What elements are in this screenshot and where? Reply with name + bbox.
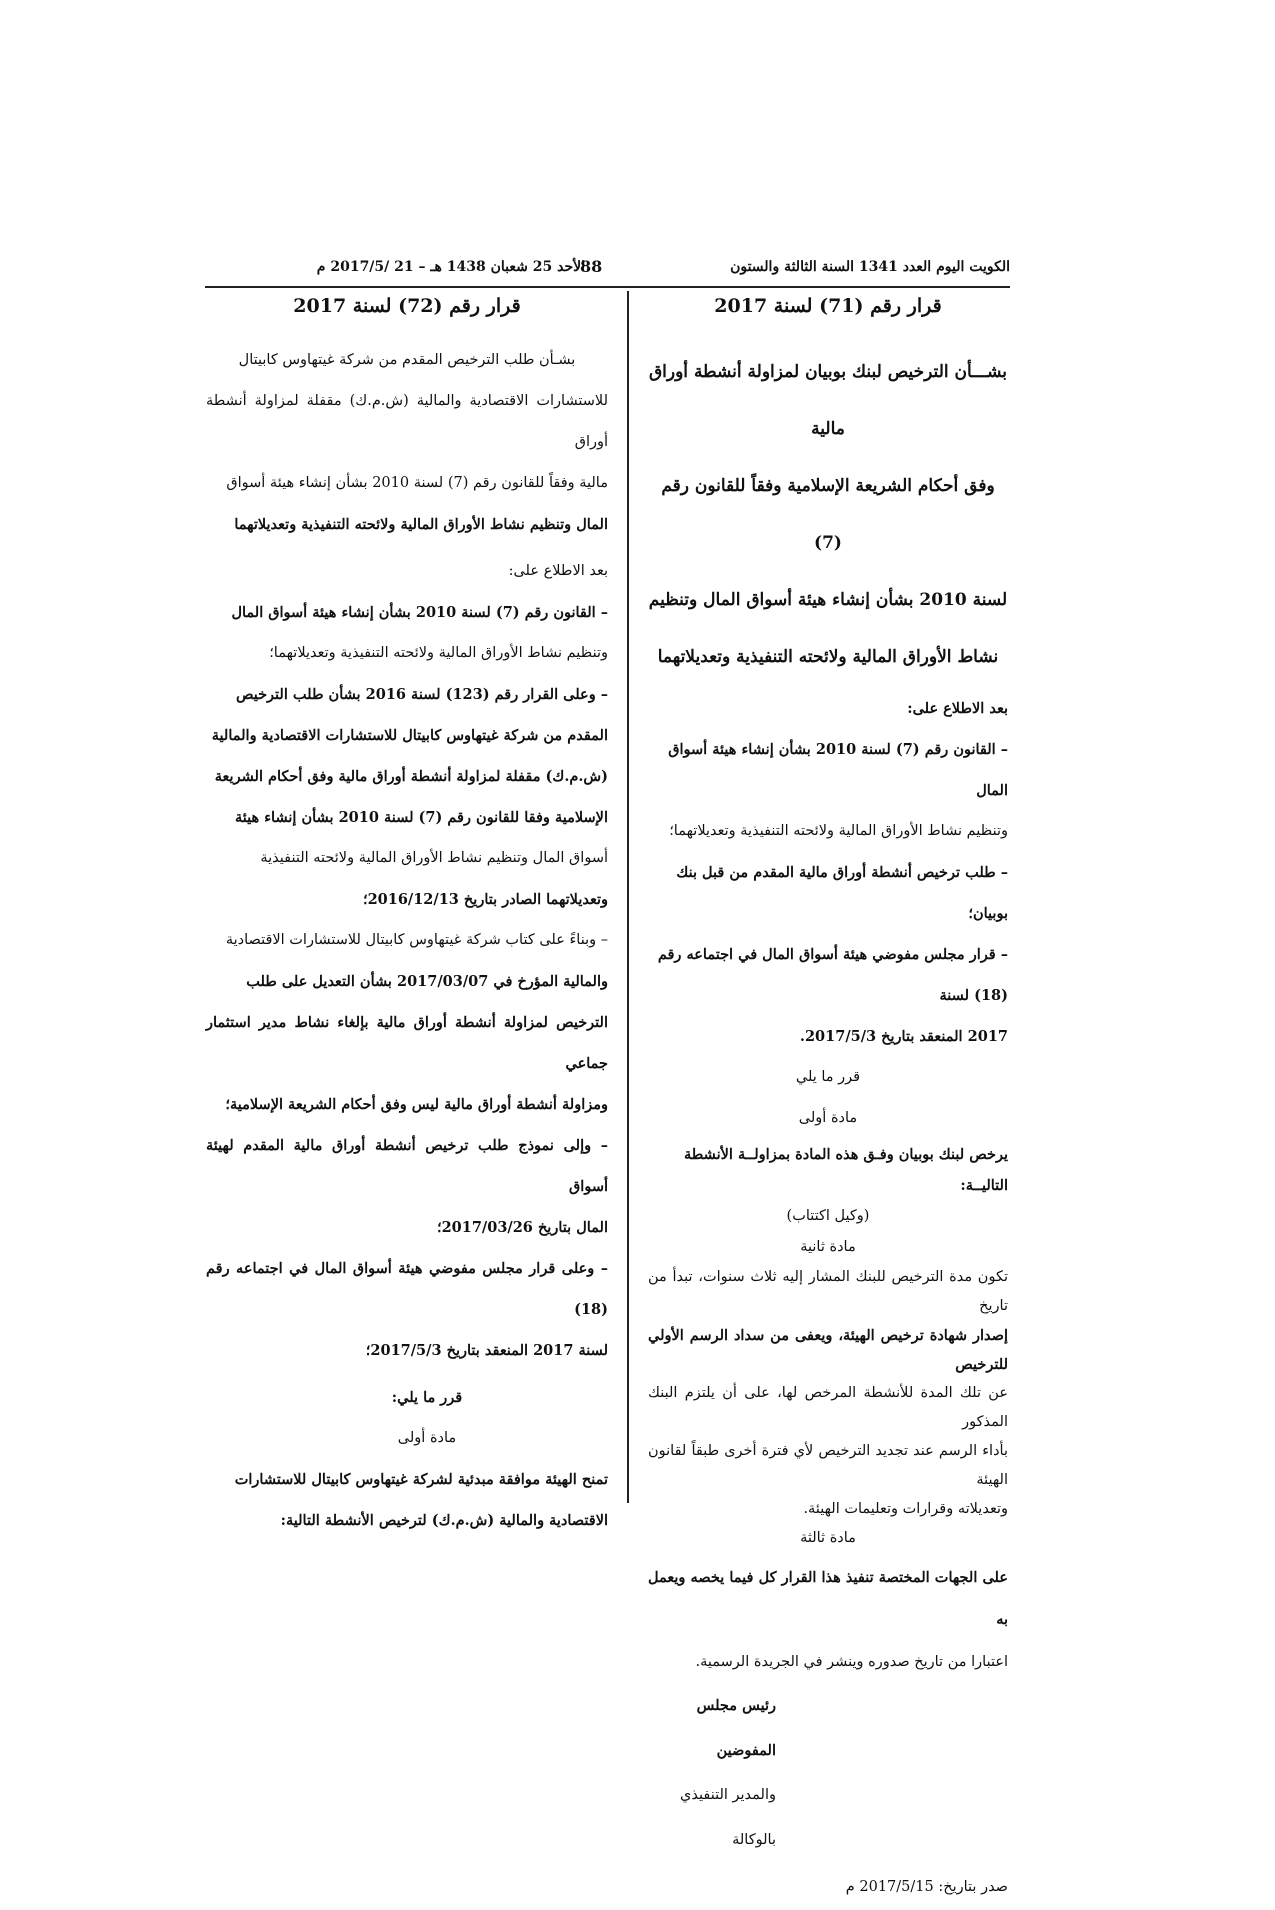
article-activity: (وكيل اكتتاب) xyxy=(786,1208,870,1224)
header-publication: الكويت اليوم العدد 1341 السنة الثالثة والستون xyxy=(730,259,1010,275)
header-page-number: 88 xyxy=(580,257,603,276)
preamble-item: 2017 المنعقد بتاريخ 2017/5/3. xyxy=(799,1028,1008,1045)
decision-72-subject xyxy=(206,340,608,545)
preamble-item: لسنة 2017 المنعقد بتاريخ 2017/5/3؛ xyxy=(365,1342,608,1359)
article-line: تكون مدة الترخيص للبنك المشار إليه ثلاث سنوات، تبدأ من تاريخ xyxy=(648,1269,1008,1314)
article-label: مادة أولى xyxy=(397,1430,457,1446)
article-line: عن تلك المدة للأنشطة المرخص لها، على أن يلتزم البنك المذكور xyxy=(648,1385,1008,1430)
preamble-item: (ش.م.ك) مقفلة لمزاولة أنشطة أوراق مالية وفق أحكام الشريعة xyxy=(214,768,608,785)
decision-label: قرر ما يلي: xyxy=(391,1389,463,1406)
article-line: اعتبارا من تاريخ صدوره وينشر في الجريدة الرسمية. xyxy=(695,1654,1008,1670)
article-text: يرخص لبنك بوبيان وفـق هذه المادة بمزاولــة الأنشطة التاليــة: xyxy=(684,1146,1008,1194)
header-rule xyxy=(205,286,1010,288)
header-date: الأحد 25 شعبان 1438 هـ – 21 /2017/5 م xyxy=(316,259,585,275)
decision-71-signature xyxy=(648,1683,1008,1910)
preamble-label: بعد الاطلاع على: xyxy=(907,700,1008,717)
article-label: مادة ثالثة xyxy=(800,1530,856,1546)
article-line: وتعديلاته وقرارات وتعليمات الهيئة. xyxy=(803,1501,1008,1517)
preamble-item: الترخيص لمزاولة أنشطة أوراق مالية بإلغاء نشاط مدير استثمار جماعي xyxy=(206,1014,608,1072)
subject-line: المال وتنظيم نشاط الأوراق المالية ولائحته التنفيذية وتعديلاتهما xyxy=(234,516,608,533)
article-label: مادة ثانية xyxy=(800,1239,856,1255)
preamble-item: – القانون رقم (7) لسنة 2010 بشأن إنشاء هيئة أسواق المال xyxy=(231,604,608,621)
article-line: بأداء الرسم عند تجديد الترخيص لأي فترة أخرى طبقاً لقانون الهيئة xyxy=(648,1443,1008,1488)
preamble-label: بعد الاطلاع على: xyxy=(508,563,608,579)
article-line: على الجهات المختصة تنفيذ هذا القرار كل فيما يخصه ويعمل به xyxy=(648,1569,1008,1628)
decision-71-subject xyxy=(648,344,1008,686)
decision-71-title: قرار رقم (71) لسنة 2017 xyxy=(714,295,942,317)
preamble-item: – طلب ترخيص أنشطة أوراق مالية المقدم من قبل بنك بوبيان؛ xyxy=(676,864,1008,922)
decision-71-article-3 xyxy=(648,1557,1008,1683)
decision-71-article-1 xyxy=(648,1139,1008,1263)
issued-date: صدر بتاريخ: 2017/5/15 م xyxy=(845,1879,1008,1895)
preamble-item: أسواق المال وتنظيم نشاط الأوراق المالية ولائحته التنفيذية xyxy=(260,850,608,866)
article-line: إصدار شهادة ترخيص الهيئة، ويعفى من سداد الرسم الأولي للترخيص xyxy=(648,1327,1008,1373)
signature-subtitle: والمدير التنفيذي بالوكالة xyxy=(680,1787,776,1848)
subject-line: مالية وفقاً للقانون رقم (7) لسنة 2010 بشأن إنشاء هيئة أسواق xyxy=(226,475,608,491)
preamble-item: – وعلى القرار رقم (123) لسنة 2016 بشأن طلب الترخيص xyxy=(235,686,608,703)
preamble-item: – وإلى نموذج طلب ترخيص أنشطة أوراق مالية المقدم لهيئة أسواق xyxy=(206,1137,608,1195)
decision-72-preamble xyxy=(206,551,608,1371)
article-label: مادة أولى xyxy=(798,1110,858,1126)
preamble-item: وتعديلاتهما الصادر بتاريخ 2016/12/13؛ xyxy=(362,891,608,908)
preamble-item: ومزاولة أنشطة أوراق مالية ليس وفق أحكام الشريعة الإسلامية؛ xyxy=(225,1096,608,1113)
decision-72-decision xyxy=(206,1377,608,1541)
subject-line: للاستشارات الاقتصادية والمالية (ش.م.ك) مقفلة لمزاولة أنشطة أوراق xyxy=(206,393,608,450)
preamble-item: – قرار مجلس مفوضي هيئة أسواق المال في اجتماعه رقم (18) لسنة xyxy=(657,946,1008,1004)
preamble-item: والمالية المؤرخ في 2017/03/07 بشأن التعديل على طلب xyxy=(246,973,608,990)
article-line: الاقتصادية والمالية (ش.م.ك) لترخيص الأنشطة التالية: xyxy=(280,1512,608,1529)
subject-line: بشـــأن الترخيص لبنك بوبيان لمزاولة أنشطة أوراق مالية xyxy=(648,362,1008,439)
subject-line: وفق أحكام الشريعة الإسلامية وفقاً للقانون رقم (7) xyxy=(661,476,995,553)
subject-line: بشـأن طلب الترخيص المقدم من شركة غيتهاوس كابيتال xyxy=(238,352,576,368)
subject-line: لسنة 2010 بشأن إنشاء هيئة أسواق المال وتنظيم xyxy=(648,590,1008,610)
preamble-item: – وعلى قرار مجلس مفوضي هيئة أسواق المال في اجتماعه رقم (18) xyxy=(206,1260,608,1318)
subject-line: نشاط الأوراق المالية ولائحته التنفيذية وتعديلاتهما xyxy=(657,647,999,667)
preamble-item: الإسلامية وفقا للقانون رقم (7) لسنة 2010 بشأن إنشاء هيئة xyxy=(234,809,608,826)
preamble-item: وتنظيم نشاط الأوراق المالية ولائحته التنفيذية وتعديلاتهما؛ xyxy=(269,645,608,661)
article-line: تمنح الهيئة موافقة مبدئية لشركة غيتهاوس كابيتال للاستشارات xyxy=(234,1471,608,1488)
preamble-item: – القانون رقم (7) لسنة 2010 بشأن إنشاء هيئة أسواق المال xyxy=(668,741,1008,799)
decision-label: قرر ما يلي xyxy=(795,1069,861,1085)
decision-71 xyxy=(648,295,1008,1910)
preamble-item: المال بتاريخ 2017/03/26؛ xyxy=(436,1219,608,1236)
column-divider xyxy=(627,291,629,1503)
signature-title: رئيس مجلس المفوضين xyxy=(696,1697,776,1759)
preamble-item: المقدم من شركة غيتهاوس كابيتال للاستشارات الاقتصادية والمالية xyxy=(211,727,608,744)
decision-71-preamble xyxy=(648,688,1008,1139)
decision-72-title: قرار رقم (72) لسنة 2017 xyxy=(293,295,521,317)
preamble-item: وتنظيم نشاط الأوراق المالية ولائحته التنفيذية وتعديلاتهما؛ xyxy=(669,823,1008,839)
decision-71-article-2 xyxy=(648,1263,1008,1553)
decision-72 xyxy=(206,295,608,1541)
preamble-item: – وبناءً على كتاب شركة غيتهاوس كابيتال للاستشارات الاقتصادية xyxy=(225,932,608,948)
